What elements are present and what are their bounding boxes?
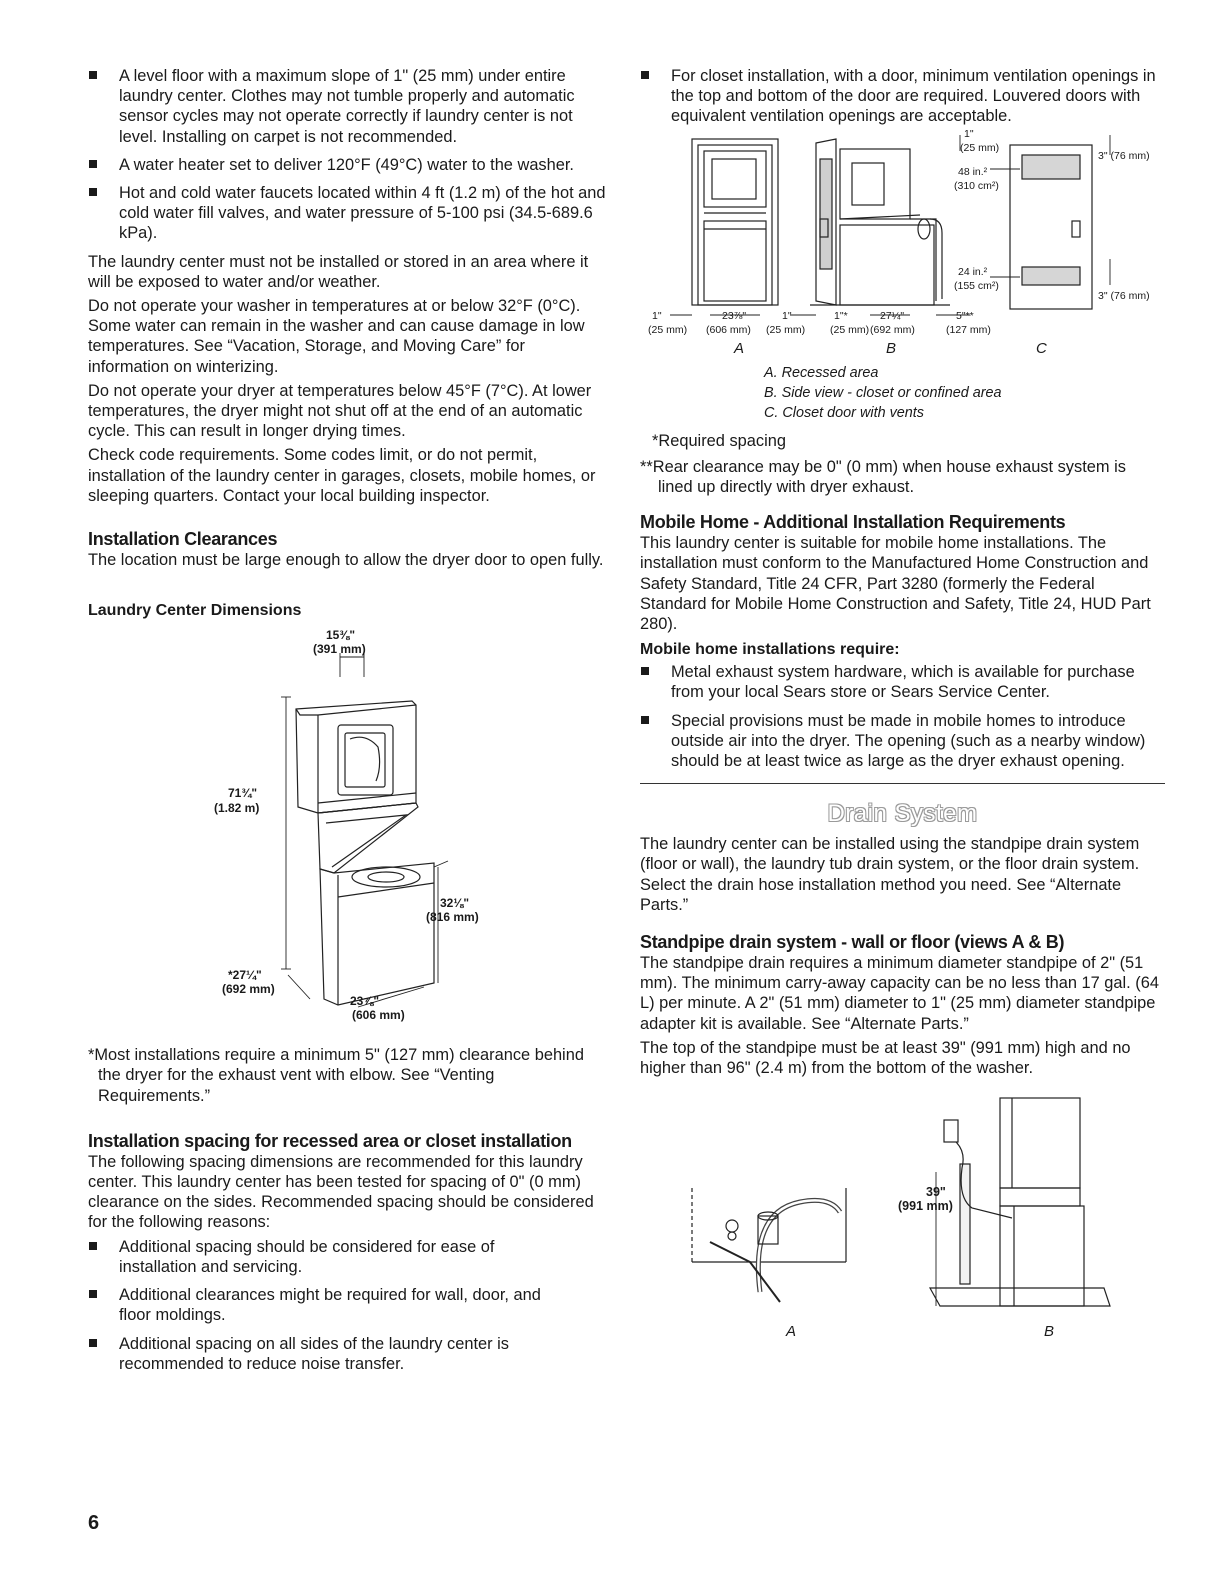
figure-captions: [764, 363, 1165, 423]
caption: A. Recessed area: [764, 364, 879, 381]
fig-label: (127 mm): [946, 323, 991, 336]
dim-width-top-mm: (391 mm): [313, 642, 366, 657]
paragraph: The laundry center must not be installed or stored in an area where it will be exposed to water and/or weather.: [88, 252, 589, 291]
fig-letter-c: C: [1036, 339, 1047, 357]
fig-letter-b: B: [1044, 1323, 1055, 1341]
standpipe-drain-figure: [640, 1092, 1165, 1340]
dim-washer-height: 32⅛": [440, 896, 470, 911]
list-item: Additional spacing should be considered for ease of installation and servicing.: [88, 1237, 610, 1277]
list-item: Hot and cold water faucets located within 4 ft (1.2 m) of the hot and cold water fill valves, and water pressure of 5-100 psi (34.5-689.6 kPa).: [88, 183, 610, 244]
paragraph: The location must be large enough to allow the dryer door to open fully.: [88, 551, 604, 570]
dim-height-m: (1.82 m): [214, 801, 260, 816]
fig-label: (25 mm): [960, 141, 1000, 154]
fig-label: 3" (76 mm): [1098, 149, 1150, 162]
recessed-area-frame: [692, 139, 778, 305]
closet-list: [640, 66, 1165, 127]
required-spacing-note: *Required spacing: [652, 431, 786, 450]
fig-label: (155 cm²): [954, 279, 999, 292]
fig-label: 39": [926, 1185, 946, 1200]
drain-system-title: Drain System: [827, 800, 978, 828]
washer-cabinet: [320, 863, 434, 1005]
dim-height: 71¾": [228, 786, 258, 801]
fig-label: 27¼": [880, 309, 905, 322]
right-column: [640, 66, 1165, 1340]
mobile-list: [640, 662, 1165, 771]
list-item: For closet installation, with a door, minimum ventilation openings in the top and bottom of the door are required. Louvered doors with equivalent ventilation openings are acceptable.: [640, 66, 1165, 127]
paragraph: Do not operate your dryer at temperatures below 45°F (7°C). At lower temperatures, the dryer might not shut off at the end of an automatic cycle. This can result in longer drying times.: [88, 381, 592, 441]
list-item: Additional spacing on all sides of the laundry center is recommended to reduce noise transfer.: [88, 1334, 610, 1374]
fig-label: (25 mm): [766, 323, 806, 336]
list-item: A water heater set to deliver 120°F (49°C) water to the washer.: [88, 155, 610, 175]
fig-label: 1": [782, 309, 792, 322]
paragraph: The top of the standpipe must be at least 39" (991 mm) high and no higher than 96" (2.4 m) from the bottom of the washer.: [640, 1038, 1131, 1078]
list-item: A level floor with a maximum slope of 1" (25 mm) under entire laundry center. Clothes may not tumble properly and automatic sensor cycles may not operate correctly if laundry center is not level. Installing on carpet is not recommended.: [88, 66, 610, 147]
dim-width-top: 15⅜": [326, 628, 356, 643]
fig-label: 48 in.²: [958, 165, 988, 178]
fig-label: (25 mm): [830, 323, 870, 336]
dryer-cabinet: [296, 701, 416, 813]
dim-washer-height-mm: (816 mm): [426, 910, 479, 925]
section-heading: Mobile Home - Additional Installation Requirements: [640, 512, 1066, 533]
laundry-center-dimensions-figure: [88, 627, 610, 1045]
paragraph: Do not operate your washer in temperatures at or below 32°F (0°C). Some water can remain in the washer and can cause damage in low temperatures. See “Vacation, Storage, and Moving Care” for information on winterizing.: [88, 297, 585, 376]
caption: C. Closet door with vents: [764, 404, 924, 421]
fig-letter-a: A: [786, 1323, 797, 1341]
paragraph: The laundry center can be installed using the standpipe drain system (floor or wall), the laundry tub drain system, or the floor drain system. Select the drain hose installation method you need. See “Alternate Parts.”: [640, 835, 1140, 914]
fig-label: 23⅞": [722, 309, 747, 322]
spacing-list: [88, 1237, 610, 1374]
paragraph: This laundry center is suitable for mobile home installations. The installation must conform to the Manufactured Home Construction and Safety Standard, Title 24 CFR, Part 3280 (formerly the Federal Standard for Mobile Home Construction and Safety, Title 24, HUD Part 280).: [640, 534, 1151, 634]
rear-clearance-note: **Rear clearance may be 0" (0 mm) when house exhaust system is lined up directly with dryer exhaust.: [640, 457, 1126, 497]
left-column: [88, 66, 610, 1374]
paragraph: The standpipe drain requires a minimum diameter standpipe of 2" (51 mm). The minimum carry-away capacity can be no less than 17 gal. (64 L) per minute. A 2" (51 mm) diameter to 1" (25 mm) diameter standpipe adapter kit is available. See “Alternate Parts.”: [640, 954, 1159, 1033]
fig-label: (991 mm): [898, 1199, 953, 1214]
fig-label: (692 mm): [870, 323, 915, 336]
dim-width: 23⅞": [350, 994, 380, 1009]
dim-depth: *27¼": [228, 968, 262, 983]
page-number: 6: [88, 1512, 100, 1534]
subsection-heading: Laundry Center Dimensions: [88, 602, 302, 620]
paragraph: The following spacing dimensions are recommended for this laundry center. This laundry center has been tested for spacing of 0" (0 mm) clearance on the sides. Recommended spacing should be considered for the following reasons:: [88, 1152, 594, 1232]
paragraph: Check code requirements. Some codes limit, or do not permit, installation of the laundry center in garages, closets, mobile homes, or sleeping quarters. Contact your local building inspector.: [88, 446, 596, 505]
drain-hose: [758, 1201, 840, 1293]
section-heading: Installation spacing for recessed area or closet installation: [88, 1130, 572, 1151]
list-item: Metal exhaust system hardware, which is available for purchase from your local Sears store or Sears Service Center.: [640, 662, 1165, 702]
list-item: Special provisions must be made in mobile homes to introduce outside air into the dryer. The opening (such as a nearby window) should be at least twice as large as the dryer exhaust opening.: [640, 711, 1165, 772]
section-divider: [640, 783, 1165, 784]
fig-label: 24 in.²: [958, 265, 988, 278]
dim-width-mm: (606 mm): [352, 1008, 405, 1023]
requirements-list: [88, 66, 610, 244]
fig-label: 5"**: [956, 309, 974, 322]
list-item: Additional clearances might be required for wall, door, and floor moldings.: [88, 1285, 610, 1325]
fig-letter-b: B: [886, 339, 897, 357]
laundry-center-washer: [1000, 1206, 1084, 1306]
closet-spacing-figure: [640, 129, 1165, 359]
fig-label: 1": [652, 309, 662, 322]
dim-depth-mm: (692 mm): [222, 982, 275, 997]
fig-letter-a: A: [734, 339, 745, 357]
section-heading: Installation Clearances: [88, 529, 278, 550]
subsection-heading: Mobile home installations require:: [640, 641, 900, 659]
fig-label: (310 cm²): [954, 179, 999, 192]
fig-label: 1"*: [834, 309, 848, 322]
fig-label: (606 mm): [706, 323, 751, 336]
fig-label: 3" (76 mm): [1098, 289, 1150, 302]
caption: B. Side view - closet or confined area: [764, 384, 1002, 401]
fig-label: 1": [964, 128, 974, 140]
dimensions-footnote: *Most installations require a minimum 5" (127 mm) clearance behind the dryer for the exhaust vent with elbow. See “Venting Requirements.”: [88, 1046, 584, 1105]
section-heading: Standpipe drain system - wall or floor (views A & B): [640, 932, 1065, 953]
fig-label: (25 mm): [648, 323, 688, 336]
